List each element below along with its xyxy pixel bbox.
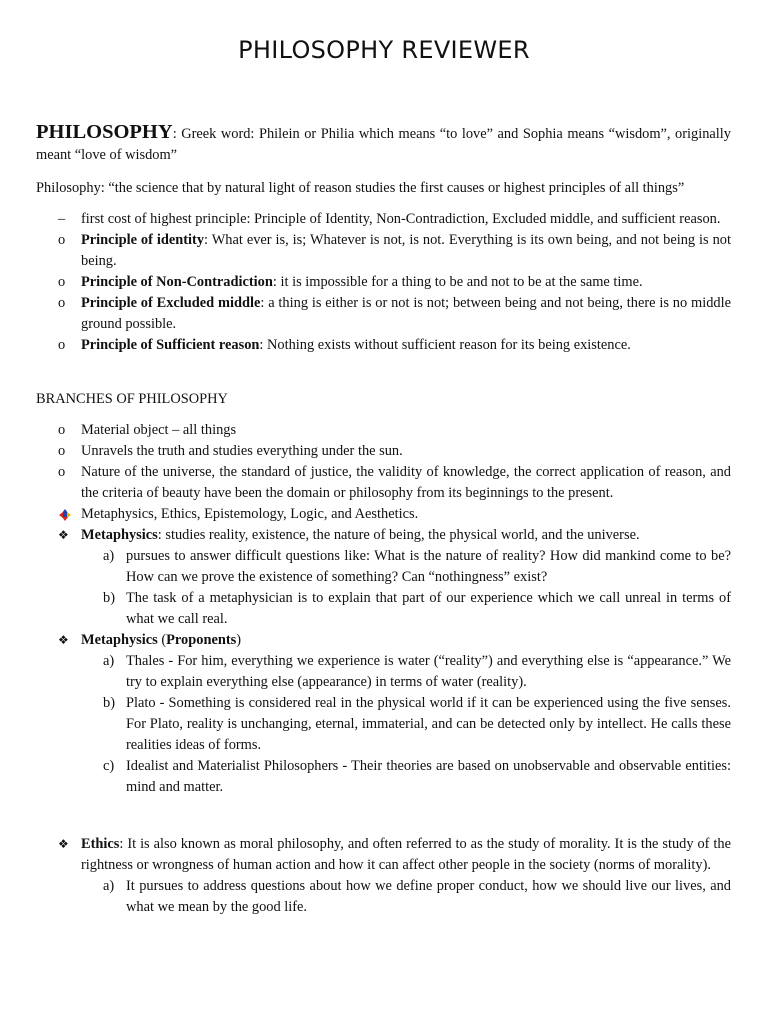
four-arrow-bullet-icon bbox=[59, 509, 71, 521]
circle-marker: o bbox=[58, 464, 66, 480]
sub-item bbox=[36, 756, 731, 798]
definition-paragraph: Philosophy: “the science that by natural light of reason studies the first causes or highest principles of all things” bbox=[36, 180, 685, 196]
circle-marker: o bbox=[58, 443, 66, 459]
principle-text: : a thing is either is or not is not; between being and not being, there is no middle ground possible. bbox=[81, 295, 731, 332]
ethics-text: : It is also known as moral philosophy, and often referred to as the study of morality. It is the study of the rightness or wrongness of human action and how it can affect other people in the society (norms of morality). bbox=[81, 836, 731, 873]
sub-item-text: pursues to answer difficult questions like: What is the nature of reality? How did mankind come to be? How can we prove the existence of something? Can “nothingness” exist? bbox=[126, 548, 731, 585]
sub-item-label: b) bbox=[103, 590, 115, 606]
list-item bbox=[36, 209, 731, 230]
circle-marker: o bbox=[58, 232, 66, 248]
proponents-open: ( bbox=[157, 632, 167, 648]
ethics-term: Ethics bbox=[81, 836, 120, 852]
sub-item-label: c) bbox=[103, 758, 115, 774]
list-item bbox=[36, 272, 731, 293]
circle-marker: o bbox=[58, 337, 66, 353]
principles-list bbox=[36, 209, 731, 356]
section-heading: BRANCHES OF PHILOSOPHY bbox=[36, 391, 228, 407]
sub-item-label: a) bbox=[103, 878, 115, 894]
sub-item bbox=[36, 876, 731, 918]
circle-marker: o bbox=[58, 295, 66, 311]
sub-item-text: Thales - For him, everything we experience is water (“reality”) and everything else is “appearance.” We try to explain everything else (appearance) in terms of water (reality). bbox=[126, 653, 731, 690]
list-item-text: Material object – all things bbox=[81, 422, 237, 438]
intro-term: PHILOSOPHY bbox=[36, 121, 173, 143]
metaphysics-item bbox=[36, 525, 731, 546]
principle-text: : Nothing exists without sufficient reason for its being existence. bbox=[259, 337, 631, 353]
principle-term: Principle of Excluded middle bbox=[81, 295, 261, 311]
sub-item-text: Idealist and Materialist Philosophers - Their theories are based on unobservable and observable entities: mind and matter. bbox=[126, 758, 731, 795]
list-item bbox=[36, 293, 731, 335]
principle-term: Principle of Sufficient reason bbox=[81, 337, 260, 353]
sub-item-label: a) bbox=[103, 653, 115, 669]
sub-item bbox=[36, 588, 731, 630]
ethics-section bbox=[36, 834, 731, 918]
list-item bbox=[36, 441, 731, 462]
diamond-bullet-icon: ❖ bbox=[58, 837, 69, 851]
circle-marker: o bbox=[58, 274, 66, 290]
list-item bbox=[36, 230, 731, 272]
proponents-item bbox=[36, 630, 731, 651]
proponents-close: ) bbox=[236, 632, 242, 648]
list-item bbox=[36, 335, 731, 356]
sub-item-text: Plato - Something is considered real in the physical world if it can be experienced using the five senses. For Plato, reality is unchanging, eternal, immaterial, and can be detected only by intellect. He calls these realities ideas of forms. bbox=[126, 695, 731, 753]
principle-term: Principle of identity bbox=[81, 232, 205, 248]
list-item-text: Unravels the truth and studies everything under the sun. bbox=[81, 443, 403, 459]
principle-text: : What ever is, is; Whatever is not, is not. Everything is its own being, and not being is not being. bbox=[81, 232, 731, 269]
sub-item bbox=[36, 546, 731, 588]
list-item bbox=[36, 462, 731, 504]
list-item bbox=[36, 504, 731, 525]
branches-list bbox=[36, 420, 731, 798]
diamond-bullet-icon: ❖ bbox=[58, 633, 69, 647]
sub-item bbox=[36, 693, 731, 756]
principle-text: : it is impossible for a thing to be and not to be at the same time. bbox=[272, 274, 643, 290]
proponents-term2: Proponents bbox=[166, 632, 237, 648]
list-item-text: Metaphysics, Ethics, Epistemology, Logic, and Aesthetics. bbox=[81, 506, 419, 522]
circle-marker: o bbox=[58, 422, 66, 438]
sub-item-text: The task of a metaphysician is to explain that part of our experience which we call unreal in terms of what we call real. bbox=[126, 590, 731, 627]
sub-item-label: b) bbox=[103, 695, 115, 711]
ethics-item bbox=[36, 834, 731, 876]
list-item-text: first cost of highest principle: Principle of Identity, Non-Contradiction, Excluded middle, and sufficient reason. bbox=[81, 211, 721, 227]
proponents-term: Metaphysics bbox=[81, 632, 158, 648]
intro-paragraph bbox=[36, 122, 731, 166]
list-item-text: Nature of the universe, the standard of justice, the validity of knowledge, the correct application of reason, and the criteria of beauty have been the domain or philosophy from its beginnings to the present. bbox=[81, 464, 731, 501]
page-title: PHILOSOPHY REVIEWER bbox=[238, 36, 530, 64]
intro-text: : Greek word: Philein or Philia which means “to love” and Sophia means “wisdom”, originally meant “love of wisdom” bbox=[36, 126, 731, 163]
metaphysics-text: : studies reality, existence, the nature of being, the physical world, and the universe. bbox=[157, 527, 640, 543]
sub-item-label: a) bbox=[103, 548, 115, 564]
diamond-bullet-icon: ❖ bbox=[58, 528, 69, 542]
principle-term: Principle of Non-Contradiction bbox=[81, 274, 273, 290]
metaphysics-term: Metaphysics bbox=[81, 527, 158, 543]
list-item bbox=[36, 420, 731, 441]
sub-item-text: It pursues to address questions about how we define proper conduct, how we should live our lives, and what we mean by the good life. bbox=[126, 878, 731, 915]
sub-item bbox=[36, 651, 731, 693]
dash-marker: – bbox=[58, 211, 66, 227]
